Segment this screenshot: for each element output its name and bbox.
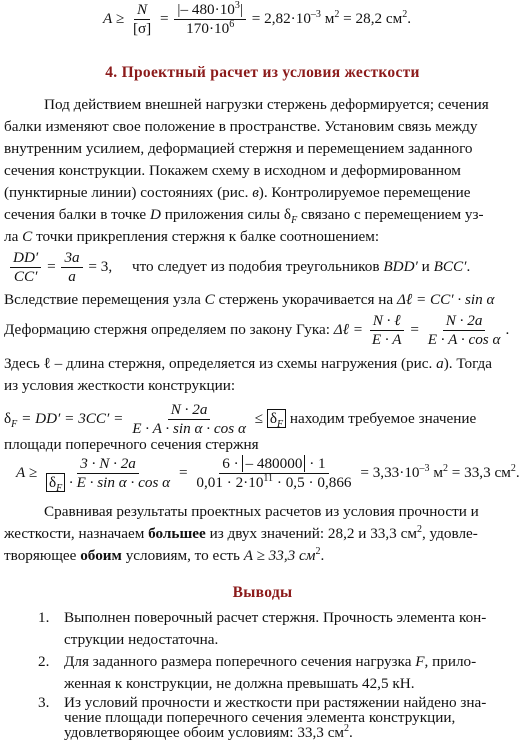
numerator: N [137, 1, 148, 18]
punct: . [349, 724, 353, 741]
result: = 2,82·10 [251, 10, 311, 28]
exponent: 2 [416, 523, 422, 535]
denominator: · 0,5 · 0,866 [273, 473, 352, 491]
numerator: N · ℓ [372, 312, 401, 329]
equals: = [47, 258, 56, 276]
exponent: –3 [310, 9, 321, 21]
subscript: F [11, 419, 18, 431]
numerator: |– 480·10 [177, 1, 235, 18]
text: (пунктирные линии) состояниях (рис. [4, 184, 253, 201]
text: ). Тогда [443, 355, 493, 372]
exponent: 2 [315, 545, 321, 557]
hooke-line [4, 313, 509, 348]
formula: A ≥ 33,3 см [243, 547, 316, 564]
exponent: 2 [344, 722, 350, 734]
text: Вследствие перемещения узла [4, 291, 205, 308]
list-item-line: струкции недостаточна. [64, 631, 219, 648]
fraction-values: $\frac{|- 480\cdot 10^3|}{170\cdot 10^6}$ [174, 2, 246, 37]
numerator: DD′ [13, 249, 39, 266]
punct: . [505, 321, 510, 339]
paragraph-line: внутренним усилием, деформацией стержня и перемещением заданного [4, 140, 473, 157]
point-label: D [149, 206, 161, 223]
fraction-n-over-sigma [130, 2, 154, 37]
leq: ≤ [254, 410, 264, 428]
subscript: F [291, 215, 298, 227]
text: сечения балки в точке [4, 206, 150, 223]
punct: . [407, 10, 412, 28]
punct: . [466, 258, 471, 276]
subscript: F [56, 482, 63, 494]
unit: м [320, 10, 335, 28]
triangle: BCC′ [433, 258, 467, 276]
exponent: 2 [402, 9, 408, 21]
text: из двух значений: 28,2 и 33,3 см [205, 525, 417, 542]
numerator: 6 · [222, 455, 243, 472]
node-label: C [204, 291, 215, 308]
exponent: 6 [229, 18, 235, 30]
text: Здесь ℓ – длина стержня, определяется из схемы нагружения (рис. [4, 355, 437, 372]
text: , удовле- [421, 525, 478, 542]
list-item-line: женная к конструкции, не должна превышать 42,5 кН. [64, 675, 415, 692]
text: и [417, 258, 434, 276]
text: творяющее [4, 547, 81, 564]
list-item-line: Из условий прочности и жесткости при растяжении найдено зна- [64, 694, 487, 711]
conclusions-title: Выводы [232, 584, 293, 601]
fraction-nl-ea [369, 313, 405, 348]
formula-chain: = DD′ = 3CC′ = [17, 410, 124, 428]
fraction-stiffness [129, 402, 249, 437]
result-cm: = 28,2 см [339, 10, 403, 28]
ratio-formula [8, 250, 470, 285]
exponent: 3 [234, 0, 240, 11]
exponent: 11 [263, 472, 274, 484]
text: находим требуемое значение [286, 410, 477, 428]
list-item-number: 3. [38, 694, 50, 711]
text: ла [4, 228, 23, 245]
denominator: E · A [371, 330, 402, 348]
equals: = 3, [88, 258, 113, 276]
paragraph-line: балки изменяют свое положение в пространстве. Установим связь между [4, 118, 478, 135]
paragraph-line [4, 184, 471, 202]
list-item-line: чение площади поперечного сечения элемента конструкции, [64, 709, 456, 726]
punct: . [320, 547, 325, 564]
equals: = [410, 321, 419, 339]
paragraph-line: сечения конструкции. Покажем схему в исходном и деформированном [4, 162, 461, 179]
force-label: F [415, 653, 425, 670]
denominator: 170·10 [186, 19, 230, 37]
text: связано с перемещением уз- [297, 206, 484, 223]
fraction-area-symbolic [43, 455, 173, 494]
exponent: 2 [334, 9, 340, 21]
denominator: · E · sin α · cos α [65, 473, 171, 491]
subscript: F [277, 419, 284, 431]
denominator: CC′ [13, 267, 38, 285]
paragraph-line [4, 206, 484, 227]
length-line [4, 355, 492, 373]
denominator: E · A · sin α · cos α [132, 419, 246, 437]
denominator: a [68, 267, 76, 285]
figure-ref: а [436, 355, 444, 372]
numerator: N · 2a [445, 312, 483, 329]
shortening-line [4, 291, 495, 309]
numerator: N · 2a [170, 401, 208, 418]
stiffness-intro: из условия жесткости конструкции: [4, 377, 236, 394]
exponent: –3 [419, 463, 430, 475]
unit: м [429, 464, 443, 482]
abs-value: – 480000 [242, 455, 305, 472]
list-item-line [64, 724, 353, 742]
text: , прило- [424, 653, 477, 670]
formula-area-stiffness [16, 455, 520, 494]
formula-lhs: Δℓ = [333, 321, 364, 339]
punct: . [515, 464, 520, 482]
denominator: E · A · cos α [427, 330, 501, 348]
numerator: · 1 [305, 455, 326, 472]
stiffness-formula [4, 402, 476, 437]
paragraph-line [4, 547, 324, 565]
result-cm: = 33,3 см [447, 464, 511, 482]
equals: = [178, 464, 188, 482]
symbol: δ [269, 410, 278, 428]
emphasis: обоим [80, 547, 122, 564]
area-intro: площади поперечного сечения стержня [4, 436, 259, 453]
text: точки прикрепления стержня к балке соотношением: [32, 228, 380, 245]
symbol: δ [4, 410, 12, 428]
fraction-n2a-eacos [425, 313, 504, 348]
fraction-3a-a [61, 250, 82, 285]
text: что следует из подобия треугольников [131, 258, 384, 276]
emphasis: большее [148, 525, 206, 542]
result: = 3,33·10 [360, 464, 420, 482]
text: Для заданного размера поперечного сечения нагрузка [64, 653, 416, 670]
text: стержень укорачивается на [214, 291, 397, 308]
symbol: δ [283, 206, 292, 223]
numerator: 3 · N · 2a [80, 455, 136, 472]
numerator: 3a [64, 249, 80, 266]
formula: Δℓ = CC′ · sin α [396, 291, 495, 308]
triangle: BDD′ [383, 258, 418, 276]
paragraph-line [4, 525, 478, 543]
symbol: δ [48, 473, 57, 491]
text: условиям, то есть [121, 547, 244, 564]
list-item-line [64, 653, 476, 671]
fraction-dd-cc [10, 250, 41, 285]
exponent: 2 [442, 463, 448, 475]
paragraph-line [4, 228, 379, 246]
text: приложения силы [160, 206, 284, 223]
formula-lhs: A ≥ [103, 10, 125, 28]
figure-ref: в [252, 184, 259, 201]
paragraph-line: Сравнивая результаты проектных расчетов из условия прочности и [44, 503, 479, 520]
text: жесткости, назначаем [4, 525, 149, 542]
list-item-number: 2. [38, 653, 50, 670]
list-item-line: Выполнен поверочный расчет стержня. Прочность элемента кон- [64, 609, 487, 626]
section-title: 4. Проектный расчет из условия жесткости [105, 64, 420, 81]
denominator: [σ] [132, 19, 152, 37]
formula-area-strength: A ≥ $\frac{N}{[\sigma]}$ = $\frac{|- 480\cdot 10^3|}{170\cdot 10^6}$ = $2,82\cdot 10^{-3}$ $м^2 = 28,2$ $см^2$. [103, 0, 412, 37]
text: Деформацию стержня определяем по закону Гука: [4, 321, 334, 339]
paragraph-line: Под действием внешней нагрузки стержень деформируется; сечения [44, 96, 489, 113]
point-label: C [22, 228, 33, 245]
fraction-area-numeric [193, 456, 354, 491]
denominator: 0,01 · 2·10 [196, 473, 264, 491]
exponent: 2 [510, 463, 516, 475]
formula-lhs: A ≥ [16, 464, 38, 482]
list-item-number: 1. [38, 609, 50, 626]
text: удовлетворяющее обоим условиям: 33,3 см [64, 724, 345, 741]
text: ). Контролируемое перемещение [258, 184, 471, 201]
